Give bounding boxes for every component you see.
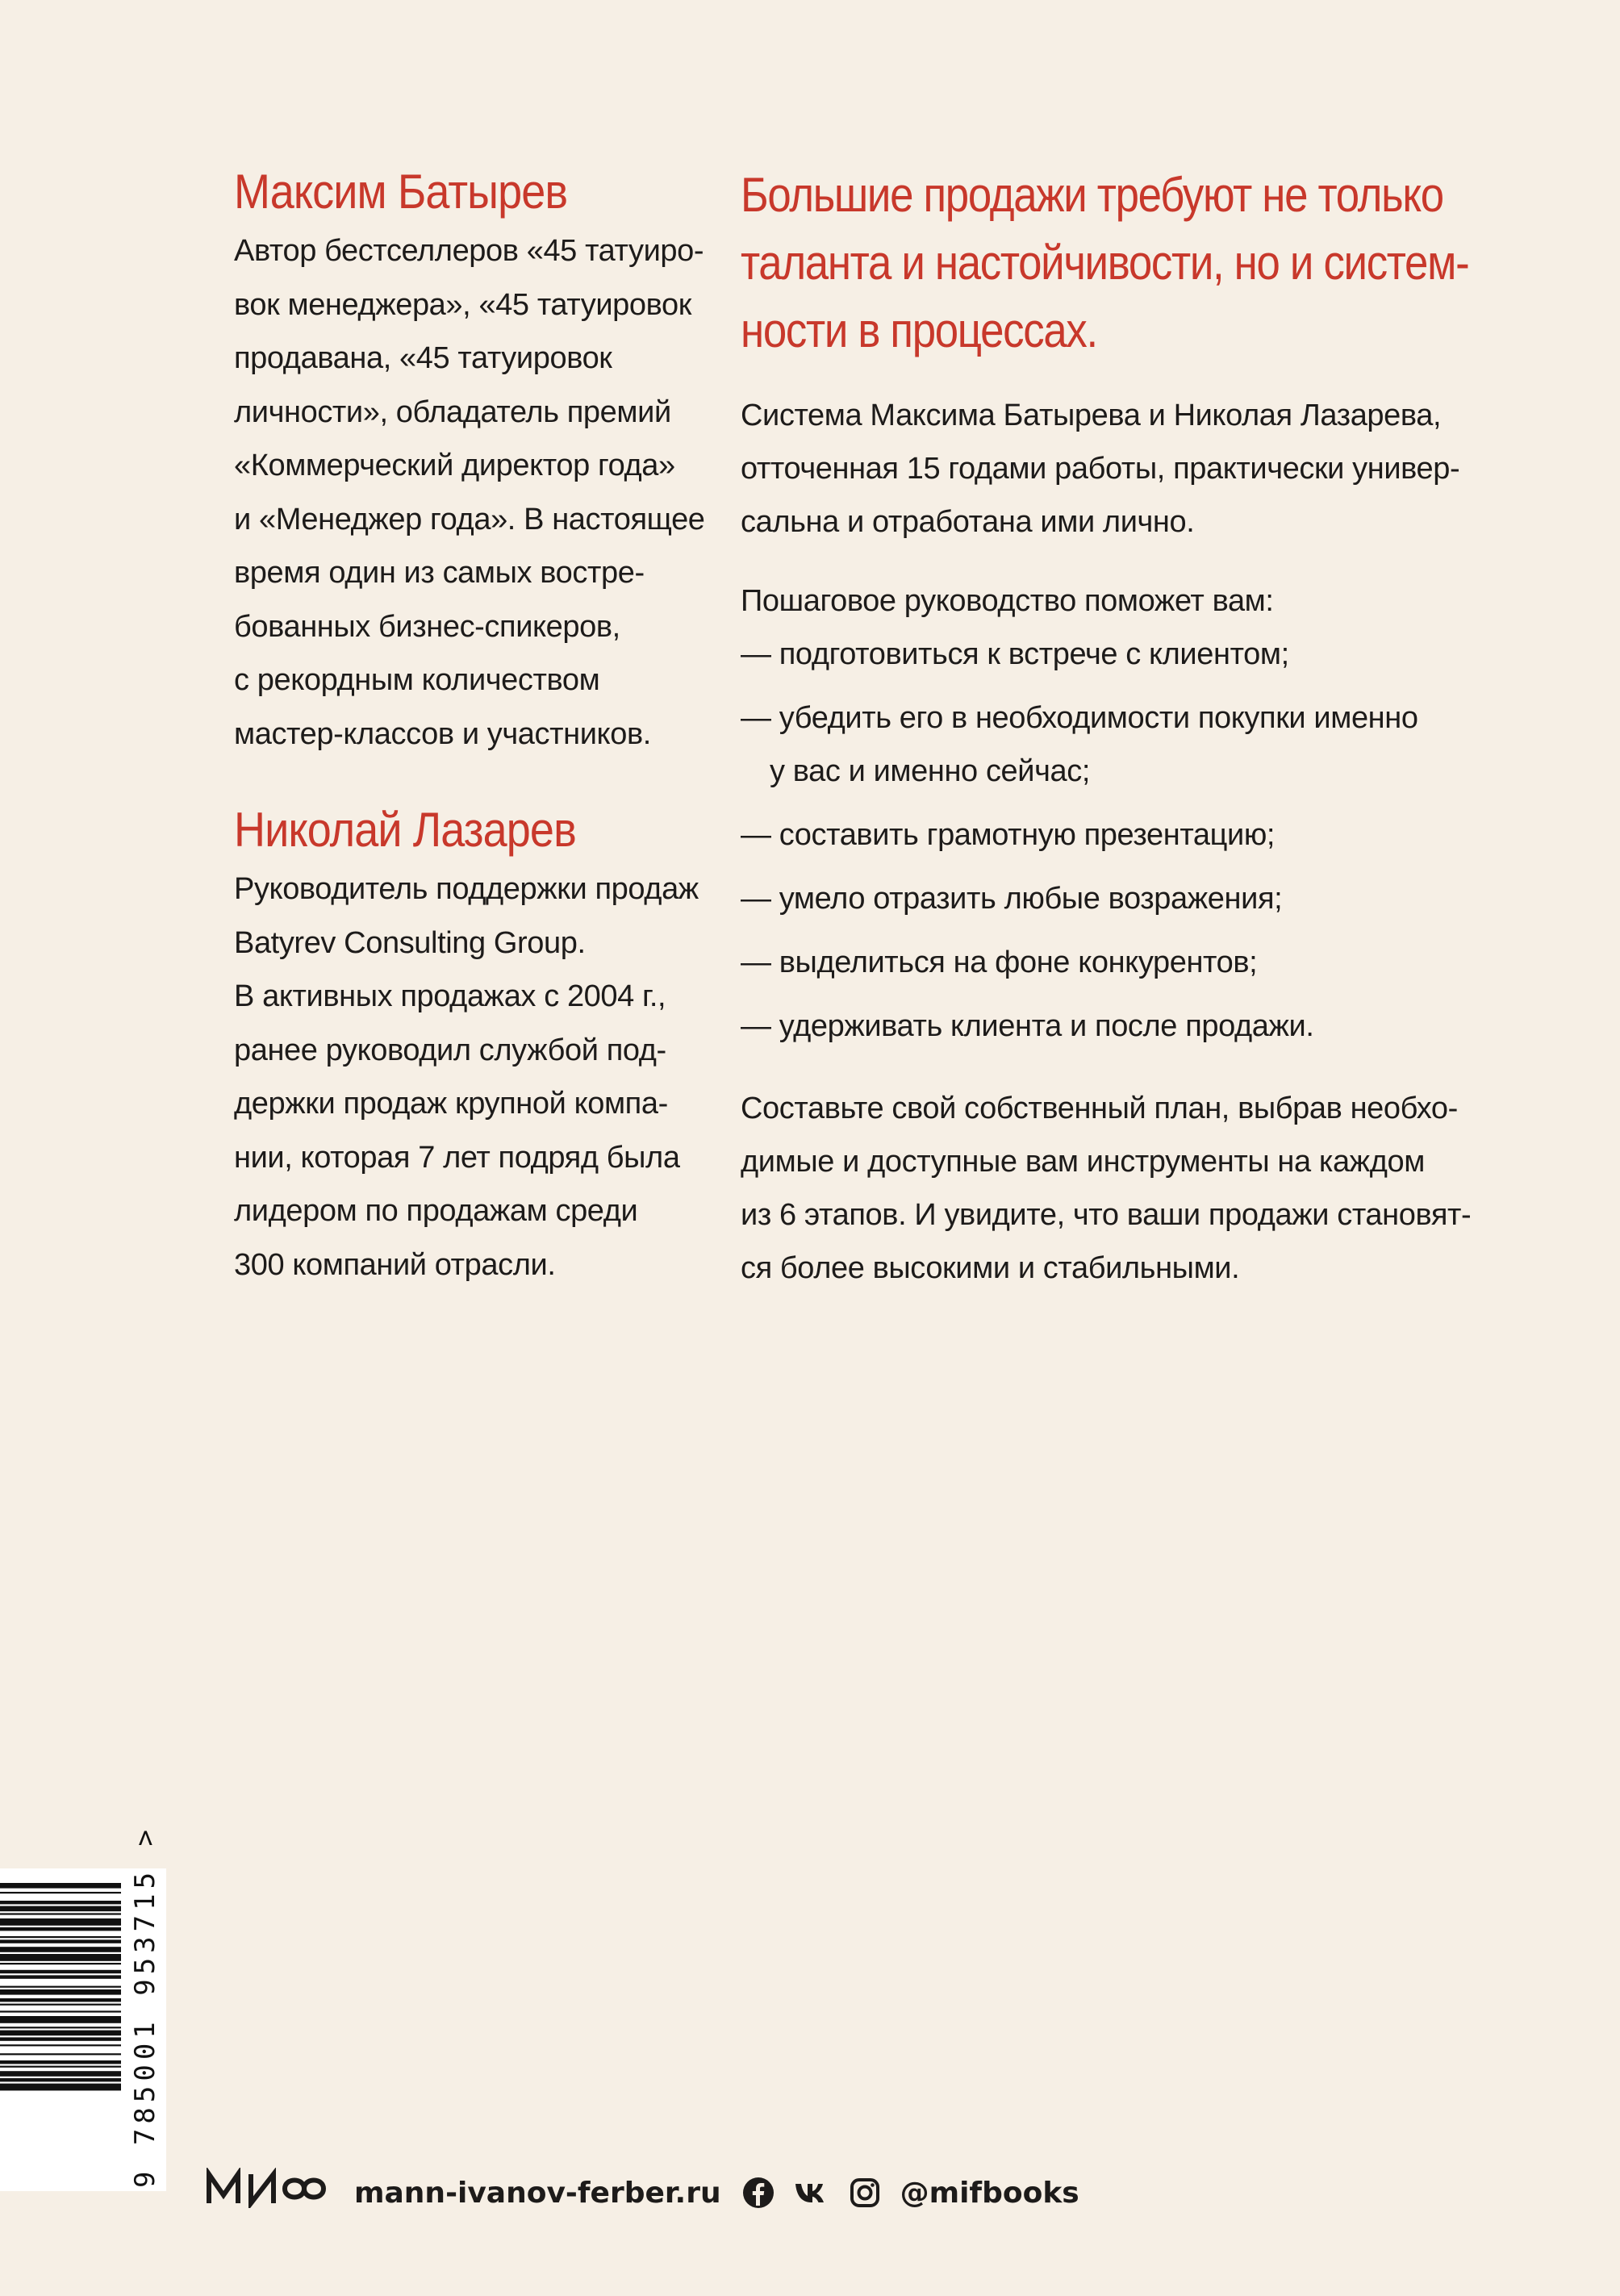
barcode-bar bbox=[0, 1918, 121, 1926]
bio-line: бованных бизнес-спикеров, bbox=[234, 609, 620, 644]
list-item-text: — убедить его в необходимости покупки именно bbox=[741, 701, 1418, 735]
author-name: Максим Батырев bbox=[234, 165, 568, 219]
instagram-icon[interactable] bbox=[847, 2175, 883, 2210]
barcode-bars bbox=[0, 1868, 129, 2191]
barcode-bar bbox=[0, 2031, 121, 2036]
paragraph-line: ся более высокими и стабильными. bbox=[741, 1251, 1240, 1285]
barcode-bar bbox=[0, 2084, 121, 2091]
barcode-bar bbox=[0, 1906, 121, 1912]
list-item-text: — подготовиться к встрече с клиентом; bbox=[741, 637, 1289, 671]
barcode-bar bbox=[0, 2037, 121, 2040]
annotation-column bbox=[741, 161, 1472, 1295]
paragraph-line: Составьте свой собственный план, выбрав необхо- bbox=[741, 1092, 1458, 1125]
bio-line: Batyrev Consulting Group. bbox=[234, 925, 586, 960]
bio-line: лидером по продажам среди bbox=[234, 1194, 638, 1228]
barcode-bar bbox=[0, 1954, 121, 1961]
list-item bbox=[741, 1000, 1467, 1053]
isbn-number: 9 785001 953715 > bbox=[129, 1825, 161, 2188]
list-item bbox=[741, 936, 1467, 989]
bio-line: мастер-классов и участников. bbox=[234, 716, 651, 751]
bio-line: 300 компаний отрасли. bbox=[234, 1247, 556, 1282]
author-name: Николай Лазарев bbox=[234, 803, 576, 857]
mif-logo-icon bbox=[206, 2168, 335, 2208]
bio-line: с рекордным количеством bbox=[234, 663, 600, 697]
social-handle[interactable]: @mifbooks bbox=[900, 2176, 1079, 2210]
barcode-bar bbox=[0, 1975, 121, 1978]
barcode-bar bbox=[0, 1892, 121, 1893]
barcode-bar bbox=[0, 1998, 121, 2002]
barcode-bar bbox=[0, 1936, 121, 1938]
barcode-bar bbox=[0, 2053, 121, 2055]
facebook-icon[interactable] bbox=[741, 2175, 776, 2210]
list-item-text: — составить грамотную презентацию; bbox=[741, 818, 1276, 852]
barcode-bar bbox=[0, 2060, 121, 2064]
paragraph-line: Система Максима Батырева и Николая Лазарева, bbox=[741, 399, 1442, 432]
paragraph-line: отточенная 15 годами работы, практически универ- bbox=[741, 452, 1460, 486]
list-item bbox=[741, 628, 1467, 681]
paragraph-line: сальна и отработана ими лично. bbox=[741, 505, 1195, 539]
publisher-logo bbox=[206, 2168, 335, 2218]
bio-line: Руководитель поддержки продаж bbox=[234, 872, 699, 906]
author-batyrev bbox=[234, 161, 705, 761]
barcode-bar bbox=[0, 2010, 121, 2012]
headline bbox=[741, 161, 1469, 365]
bio-line: продавана, «45 татуировок bbox=[234, 341, 612, 375]
list-item-text: — выделиться на фоне конкурентов; bbox=[741, 946, 1258, 979]
headline-line: таланта и настойчивости, но и систем- bbox=[741, 236, 1469, 290]
headline-line: Большие продажи требуют не только bbox=[741, 168, 1443, 222]
barcode-bar bbox=[0, 2071, 121, 2077]
barcode-bar bbox=[0, 2078, 121, 2081]
list-item bbox=[741, 808, 1467, 862]
list-item bbox=[741, 691, 1467, 798]
website-link[interactable]: mann-ivanov-ferber.ru bbox=[354, 2176, 721, 2210]
bio-line: ранее руководил службой под- bbox=[234, 1033, 666, 1067]
headline-line: ности в процессах. bbox=[741, 303, 1097, 357]
paragraph-line: димые и доступные вам инструменты на каждом bbox=[741, 1145, 1425, 1179]
barcode-bar bbox=[0, 1939, 121, 1943]
barcode-bar bbox=[0, 1947, 121, 1952]
bio-line: В активных продажах с 2004 г., bbox=[234, 979, 666, 1013]
barcode-bar bbox=[0, 1989, 121, 1995]
barcode-bar bbox=[0, 1927, 121, 1931]
barcode-bar bbox=[0, 1963, 121, 1964]
benefits-list bbox=[741, 628, 1467, 1053]
barcode-bar bbox=[0, 1901, 121, 1904]
barcode-bar bbox=[0, 2016, 121, 2023]
author-lazarev bbox=[234, 799, 702, 1292]
bio-line: «Коммерческий директор года» bbox=[234, 449, 675, 482]
barcode-bar bbox=[0, 1883, 121, 1889]
barcode-bar bbox=[0, 2066, 121, 2068]
barcode-bar bbox=[0, 1970, 121, 1973]
bio-line: личности», обладатель премий bbox=[234, 394, 671, 429]
list-intro: Пошаговое руководство поможет вам: bbox=[741, 584, 1274, 618]
barcode-bar bbox=[0, 1986, 121, 1988]
bio-line: Автор бестселлеров «45 татуиро- bbox=[234, 234, 704, 268]
closing-paragraph bbox=[741, 1082, 1472, 1295]
bio-line: нии, которая 7 лет подряд была bbox=[234, 1140, 680, 1175]
bio-line: и «Менеджер года». В настоящее bbox=[234, 502, 705, 536]
bio-line: держки продаж крупной компа- bbox=[234, 1087, 668, 1121]
barcode-bar bbox=[0, 1913, 121, 1914]
list-item-text: — удерживать клиента и после продажи. bbox=[741, 1009, 1314, 1043]
bio-line: вок менеджера», «45 татуировок bbox=[234, 287, 691, 322]
paragraph-line: из 6 этапов. И увидите, что ваши продажи становят- bbox=[741, 1198, 1472, 1232]
list-item bbox=[741, 872, 1467, 925]
barcode-bar bbox=[0, 2004, 121, 2006]
list-item-text: — умело отразить любые возражения; bbox=[741, 882, 1283, 916]
barcode-bar bbox=[0, 2044, 121, 2046]
vk-icon[interactable] bbox=[794, 2175, 829, 2210]
barcode-bar bbox=[0, 2027, 121, 2028]
author-bio bbox=[234, 224, 705, 761]
author-bio bbox=[234, 862, 702, 1292]
authors-column bbox=[234, 161, 705, 1292]
publisher-footer bbox=[206, 2164, 1079, 2222]
list-item-continuation: у вас и именно сейчас; bbox=[770, 754, 1090, 788]
bio-line: время один из самых востре- bbox=[234, 556, 645, 590]
intro-paragraph bbox=[741, 389, 1467, 549]
